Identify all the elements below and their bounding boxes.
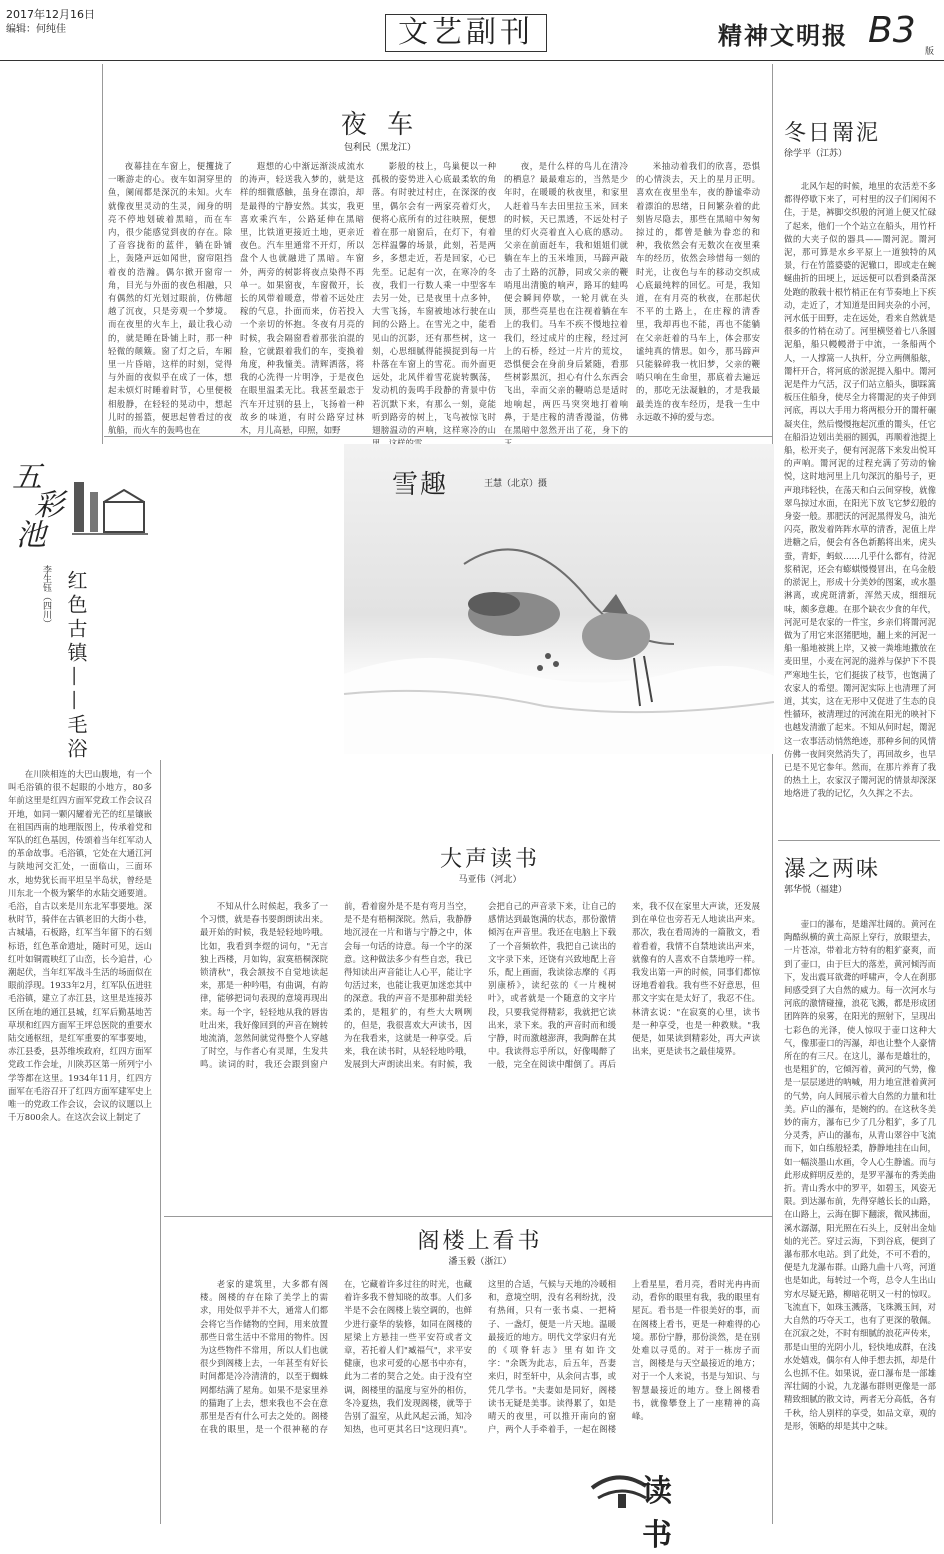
logo-char-wu: 五 [12,460,42,495]
nightcar-col1 [108,160,232,436]
header-rule [0,60,944,61]
issue-date: 2017年12月16日 [6,8,95,21]
nightcar-col4 [504,160,628,436]
redtown-byline: 李生钰（四川） [41,565,51,628]
snow-byline: 王慧（北京）摄 [484,479,548,489]
attic-byline: 潘玉毅（浙江） [448,1257,512,1267]
newspaper-name: 精神文明报 [718,21,848,50]
readaloud-title: 大声读书 [439,847,540,872]
nightcar-col2-text: 遐想的心中渐远渐淡成流水的涛声，轻送我入梦的，就是这样的细微感触，虽身在漂泊，却是最得的宁静安然。其实，我更喜欢乘汽车，公路延伸在黑暗里，比铁道更接近土地，更亲近夜色。汽车里通常不开灯，所以盘个人也就融进了黑暗。车窗外，两旁的树影将夜点染得不再单一。如果窗夜，车窗微开，长长的风带着暖意，带着不远处庄稼的气息，扑面而来，仿若投入一个亲切的怀抱。冬夜有月亮的时候，我会隔窗看着那张泊混的脸，它就跟着我们的车，变换着角度，种我憧美。清辉洒落，将我的心洗得一片明净，于是夜色在眼里温柔无比。我甚至最恋于汽车开过别的县上，飞扬着一种故乡的味道，有时公路穿过林木，月儿高悬，印照，如野 [240,161,364,436]
nightcar-bottom-rule [104,436,772,437]
attic-text: 老家的建筑里，大多都有阁楼。阁楼的存在除了美学上的需求，用处似乎并不大，通常人们都会将它当作储物的空间，用来放置那些日常生活中不常用的物件。因为这些物件不常用，所以人们也就很少到阁楼上去，一年甚至有好长时间都是冷冷清清的，以至于蜘蛛网都结满了屋角。如果不是家里养的猫跑了上去，想来我也不会在意那里是否有什么可去之处的。阁楼在我的眼里，是一个很神秘的存在，它藏着许多过往的时光，也藏着许多我不曾知晓的故事。人们多半是不会在阁楼上装空调的，也鲜少进行豪华的装修，如同在阁楼的屋梁上方悬挂一些平安符或者文章，若托着人们"臧福气"，求平安健康，也求可爱的心愿书中亦有，此为二者的契合之处。由于没有空调，阁楼里的温度与室外的相仿，冬冷夏热，我们发现阁楼，就等于告别了温室，从此风起云涌，知冷知热，也可更其名曰"这现归真"。这里的合适，气候与天地的冷暖相和，意境空明，没有名利纷扰，没有热闹，只有一张书桌、一把椅子、一盏灯，便是一片天地。温暖最接近的地方。明代文学家归有光的《项脊轩志》里有如许文字："余既为此志，后五年，吾妻来归，时至轩中，从余问古事，或凭几学书。"夫妻如是同好，阁楼读书无疑是美事。读得累了，如是晴天的夜里，可以推开南向的窗户，两个人手牵着手，一起在阁楼上看星星，看月亮，看时光冉冉而动，看你的眼里有我，我的眼里有屋瓦。看书是一件很美好的事，而在阁楼上看书，更是一种难得的心境。那份宁静，那份淡然，是在别处难以寻觅的。对于一栋房子而言，阁楼是与天空最接近的地方；对于一个人来说，书是与知识、与智慧最接近的地方。登上阁楼看书，就像攀登上了一座精神的高峰。 [200,1279,760,1435]
readaloud-text: 不知从什么时候起，我多了一个习惯，就是春书要朗朗读出来。最开始的时候，我是轻轻地吟哦。比如，我看到李煜的词句，"无言独上西楼，月如钩，寂寞梧桐深院锁清秋"，我会颔按不自觉地读起来，那是一种吟唱，有曲调，有韵律，能够把词句表现的意境再现出来。每一个字，轻轻地从我的唇齿吐出来，我好像回到的声音在婉转地流淌，忽然间就觉得整个人穿越了时空，与作者心有灵犀，生发共鸣。读词的时，我还会跟到窗户前，看着窗外是不是有弯月当空，是不是有梧桐深院。然后，我静静地沉浸在一片和谐与宁静之中，体会每一句话的诗意。每一个字的深意。这种做法多少有些自恋，我已得知读出声音能让人心平，能让字句活过来，也能让我更加迷恋其中的深意。我的声音不是那种甜美轻柔的，是粗犷的，有些大大咧咧的，但是，我很喜欢大声读书，因为在我看来，这就是一种享受。后来，我在读书时，从轻轻地吟哦，发展到大声朗读出来。有时候，我会把自己的声音录下来，让自己的感情达到最饱满的状态，那份激情倾泻在声音里。我还在电脑上下载了一个音频软件，我把自己读出的文字录下来，还饶有兴致地配上音乐，配上画面，我读徐志摩的《再别康桥》，读纪弦的《一片槐树叶》，或者就是一个随意的文字片段，只要我觉得精彩，我就把它读出来，录下来。我的声音时而和缓宁静，时而激越澎湃，我陶醉在其中。我读得忘乎所以，好像喝醉了一般，完全在阅读中酣倒了。再后来，我不仅在家里大声读，还发展到在单位也旁若无人地读出声来。那次，我在看周涛的一篇散文，看着看着，我情不自禁地读出声来，就像有的人喜欢不自禁地哼一样。我发出第一声的时候，同事们都惊讶地看着我。我有些不好意思，但那文字实在是太好了，我忍不住。林清玄说："在寂寞的心里，读书是一种享受，也是一种救赎。"我便是，如果读到精彩处，再大声读出来，更是读书之最佳境界。 [200,901,760,1070]
winter-text: 北风乍起的时候，地里的农活差不多都得停歇下来了，可村里的汉子们闲闲不住，于是，裤脚交织般的河道上便又忙碌了起来，他们一个个站立在船头，用竹杆做的大夹子似的器具——罱河泥。罱河泥，那可算是水乡平原上一道独特的风景，行在竹篮婆婆的泥辙口，即或走在蜿蜒曲折的田埂上，远远便可以看到桑苗深处跑的散载十根竹梢正在有节奏地上下疾动，走近了，才知道是田间夹杂的小河，河水低于田野，走在远处，看来自然就是很多的竹梢在动了。河里横竖着七八条圆泥船，船只幔幔滑于中流，一条船两个人，一人撑篙一人执杆，分立两侧船舷，罱杆开合，将河底的淤泥提入船中。罱河泥是件力气活，汉子们站立船头，脚踩篙板压住船身，使尽全力将罱泥的夹子伸到河底，再以大手用力将两根分开的罱杆碾凝夹住，然后慢慢拖起沉重的罱头，任它在船沿边划出美丽的圆弧，再顺着池提上船，松开夹子，便有河泥落下来发出悦耳的声响。罱河泥的过程充满了劳动的愉悦，这时地河里上几句深沉的船号子，更声琅玮轻快，在荡天和白云间穿梭，就像翠鸟掠过水面，在阳光下放飞它梦幻般的身姿一般。那肥沃的河泥黑得发乌，油光闪亮，散发着阵阵水草的清香，泥值上岸进糖之后，便会有各色新鹅将出来，虎头蚕，青虾，蚂蚁……几乎什么都有，待泥浆稍泥，还会有蟛蜞慢慢冒出，在乌金般的淤泥上，形成十分美妙的图案，或水墨淋离，或虎斑清新，浑然天成，细细玩味，颇多意趣。在那个缺衣少食的年代，河泥可是农家的一件宝，乡亲们将罱河泥做为了用它来沤猪肥地，翻上来的河泥一船一船地被挑上岸，又被一粪堆地撒放在麦田里，小麦在河泥的滋养与保护下不畏严寒地生长，它们挺拔了枝节，也饱满了农家人的希望。罱河泥实际上也清理了河道，其实，这在无形中又促进了生态的良性循环，被清理过的河流在阳光的映衬下也越发清澈了起来。不知从何时起，罱泥这一农事活动悄然绝迹，那种乡间的风情仿佛一夜间突然消失了，再回故乡，也早已是不见它参年。然而，在那片养育了我的热土上，农家汉子罱河泥的情景却深深地烙进了我的记忆，久久挥之不去。 [784,181,936,799]
winter-title: 冬日罱泥 [784,121,881,146]
dushu-label: 读书 [642,1474,672,1553]
nightcar-col5-text: 米抽动着我们的欣喜，恐惧的心情淡去，天上的星月正明。喜欢在夜里坐车，夜的静谧牵动着漂泊的思绪，日间繁杂着的此刻皆尽隐去，那些在黑暗中匆匆掠过的，都曾是触为眷恋的和种，我依然会有无数次在夜里乘车的经历，依然会珍惜每一刻的时光，让夜色与车的移动交织成心底最纯粹的回忆。可是，我知道，在有月亮的秋夜，在那起伏不平的土路上，在庄稼的清香里，我却再也不能，再也不能躺在父亲赶着的马车上，体会那安谧纯真的情思。如今，那马蹄声只能躲碎我一枕旧梦，父亲的鞭哨只响在生命里，那底着去遍远的，那吃无法凝触的，才是我最最美连的夜车经历，是我一生中永远敢不掉的爱与恋。 [636,161,760,422]
nightcar-col3-text: 影般的枝上，鸟巢便以一种孤极的姿势进入心底最柔软的角落。有时驶过村庄，在深深的夜里，偶尔会有一两家亮着灯火，便将心底所有的过往映照，便想着在那一扇窗后，在灯下，有着怎样温馨的场景，此刻，若是两乡，多想走近，若是回家，心已先至。记起有一次，在寒冷的冬夜，我们一行数人乘一中型客车去另一处，已是夜里十点多钟，大雪飞扬，车窗被地冰行驶在山间的公路上。在雪光之中，能看见山的沉影，还有那些树，这一刻，心思细腻得能摸捉到每一片朴落在车窗上的雪花。而外面更远处，北风伴着雪花旋转飘荡，发动机的轰鸣手段静的背景中仿若沉默下来，有那么一刻，竟能听到路旁的树上，飞鸟被惊飞时翅膀温动的声响，这样寒冷的山 [372,161,496,436]
logo-char-cai: 彩 [34,488,64,523]
waterfall-title: 瀑之两味 [784,857,881,882]
nightcar-col5 [636,160,760,428]
nightcar-col3 [372,160,496,436]
waterfall-byline: 郭华悦（福建） [784,885,848,895]
snow-photo [344,444,774,754]
winter-bottom-rule [778,840,940,841]
snow-title: 雪趣 [392,470,449,500]
redtown-title: 红色古镇——毛浴 [64,570,88,762]
winter-byline: 徐学平（江苏） [784,149,848,159]
nightcar-byline: 包利民（黑龙江） [343,143,416,153]
dushu-badge [588,1458,698,1553]
readaloud-bottom-rule [164,1216,772,1217]
right-column-rule [772,64,773,1524]
readaloud-body [200,900,760,1212]
redtown-body [8,768,152,1520]
logo-skyline-icon [12,452,150,552]
nightcar-col4-text: 夜，是什么样的鸟儿在清冷的栖息？最最难忘的，当然是少年时，在暖暖的秋夜里，和家里人赶着马车去田里拉玉米，回来的时候，天已黑透，不远处村子里的灯火亮着直入心底的感动。父亲在前面赶车，我和姐姐们就躺在车上的玉米堆顶，马蹄声敲击了土路的沉静，同或父亲的鞭哨甩出清脆的响声，路耳的蛙鸣便会瞬间停歇，一轮月就在头顶，那些亮星也在注视着躺在车上的我们。马车不疾不慢地拉着我们，经过成片的庄稼，经过河上的石桥，经过一片片的荒坟，恐惧便会在身前身后紧随，看那些树影黑沉，担心有什么东西会飞出，幸而父亲的鞭哨总是适时地响起，两匹马突突地打着响鼻，于是庄稼的清香漫溢，仿佛在黑暗中忽然开出了花，身下的 [504,161,628,436]
wucaichi-logo [12,452,150,552]
nightcar-col2 [240,160,364,436]
page-header [0,0,944,62]
page-number: B3 [868,10,916,51]
readaloud-byline: 马亚伟（河北） [458,875,522,885]
section-title: 文艺副刊 [385,14,547,52]
redtown-text: 在川陕相连的大巴山腹地，有一个叫毛浴镇的很不起眼的小地方，80多年前这里是红四方面军党政工作会议召开地，如同一颗闪耀着光芒的红星镶嵌在祖国西南的地理版图上，传承着党和军队的红色基因，传颂着当年红军动人的革命故事。毛浴镇，它处在大通江河与陕地河交汇处，一面临山，三面环水，地势犹长而平坦呈半岛状，曾经是川东北一个极为繁华的水陆交通要道。毛浴，自古以来是川东北军事要地。深秋时节，骑伴在古镇老旧的大街小巷，古城墙，石板路，红军当年留下的石刻标语，红色革命遗址，随时可见，远山红叶如铜霞映红了山峦，长今追昔，心潮起伏，当年红军战斗生活的场面似在眼前浮现。1933年2月，红军队伍进驻毛浴镇，建立了赤江县，这里是连接苏区所在地的通江县城，红军后勤基地苦草坝和红四方面军王坪总医院的重要水陆交通枢纽，是红军重要的军事要地，赤江县委，县苏维埃政府，红四方面军党政工作会址，川陕苏区第一所列宁小学等都在这里。1934年11月，红四方面军在毛浴召开了红四方面军建军史上唯一的党政工作会议，会议的议题以上千万800余人。在这次会议上制定了 [8,769,152,1123]
attic-title: 阁楼上看书 [417,1229,543,1254]
page-ban: 版 [925,47,935,57]
attic-body [200,1278,760,1448]
waterfall-body [784,918,936,1522]
logo-char-chi: 池 [16,518,46,553]
winter-body [784,180,936,840]
redtown-rule [160,760,161,1524]
nightcar-col1-text: 夜幕挂在车窗上，便攫拢了一晰游走的心。夜车如洞穿里的鱼，阑闹都是深沉的未知。火车就像夜里灵动的生灵，闹身的明亮不停地划破着黑暗，而在车内，很少能感觉到夜的存在。除了音容拢衔的蓝伴，躺在卧铺上，轰隆声远如闻世，窗帘阻挡着夜的浩瀚。偶尔掀开窗帘一角，目光与外面的夜色相融，只有偶然的灯光划过眼前，仿佛超越了沉夜，只是旁观一个梦境。而在夜里的火车上，最让我心动的，就是睡在卧铺上时，那一种轻微的颠簸。窗了灯之后，车厢里一片昏暗，这样的时刻，觉得与外面的夜似乎在成了一体，想起未烦灯时睡着时节，心里便极相般静，在轻轻的晃动中，想起儿时的摇篮，便思起曾看过的夜航船，而火车的轰鸣也在 [108,161,232,436]
nightcar-title: 夜 车 [340,110,420,140]
left-column-rule [102,64,103,444]
waterfall-text: 壶口的瀑布，是雄浑壮阔的。黄河在陶酷纵横的黄土高原上穿行，放眼望去，一片苍凉，带着北方特有的粗犷豪爽，而到了壶口，由于巨大的落差，黄河倾泻而下，发出震耳欲聋的呼啸声，令人在刹那间感受到了大自然的威力。每一次河水与河底的激情碰撞，浪花飞溅，都是形成团团阵阵的泉雾，在阳光的照射下，呈现出七彩色的光泽，使人惊叹于壶口这种大气，像那壶口的泻瀑，却也让整个人豪情所在的有三尺。在这儿，瀑布是雄壮的，也是粗犷的，它倾泻着，黄河的气势，像是一层层递进的呐喊，用力地宣泄着黄河的气势，向人间展示着大自然的力量和壮美。庐山的瀑布，是婉约的。在这秋冬美妙的南方，瀑布已少了几分粗犷，多了几分灵秀，庐山的瀑布，从青山翠谷中飞流而下，如白练般轻柔，静静地挂在山间，如一幅淡墨山水画，令人心生静谧。而与此形成鲜明反差的，是罗平瀑布的秀美曲折。青山秀水中的罗平，如碧玉，风姿无限。到达瀑布前，先得穿越长长的山路，在山路上，云海在脚下翻滚，微风拂面，溪水潺潺，阳光照在石头上，反射出金灿灿的光芒。穿过云海，下到谷底，便到了瀑布那水电站。到了此处，不可不看的，便是九龙瀑布群。山路九曲十八弯，河道也是如此，每转过一个弯，总令人生出山穷水尽疑无路，柳暗花明又一村的惊叹。飞流直下，如珠玉溅落，飞珠溅玉间，对大自然的巧夺天工，也有了更深的敬佩。在沉寂之处，不时有细腻的浪花声传来，那是山里的光阴小儿，轻快地成群，在浅水处嬉戏，偶尔有人伸手想去抓，却是什么也抓不住。如果说，壶口瀑布是一部雄浑壮阔的小说，九龙瀑布群则更像是一部精致细腻的散文诗，两者无分高低，各有千秋，给人别样的享受，如品文章，观的是形，领略的却是其中之味。 [784,919,936,1431]
editor-credit: 编辑：何纯佳 [6,24,66,35]
